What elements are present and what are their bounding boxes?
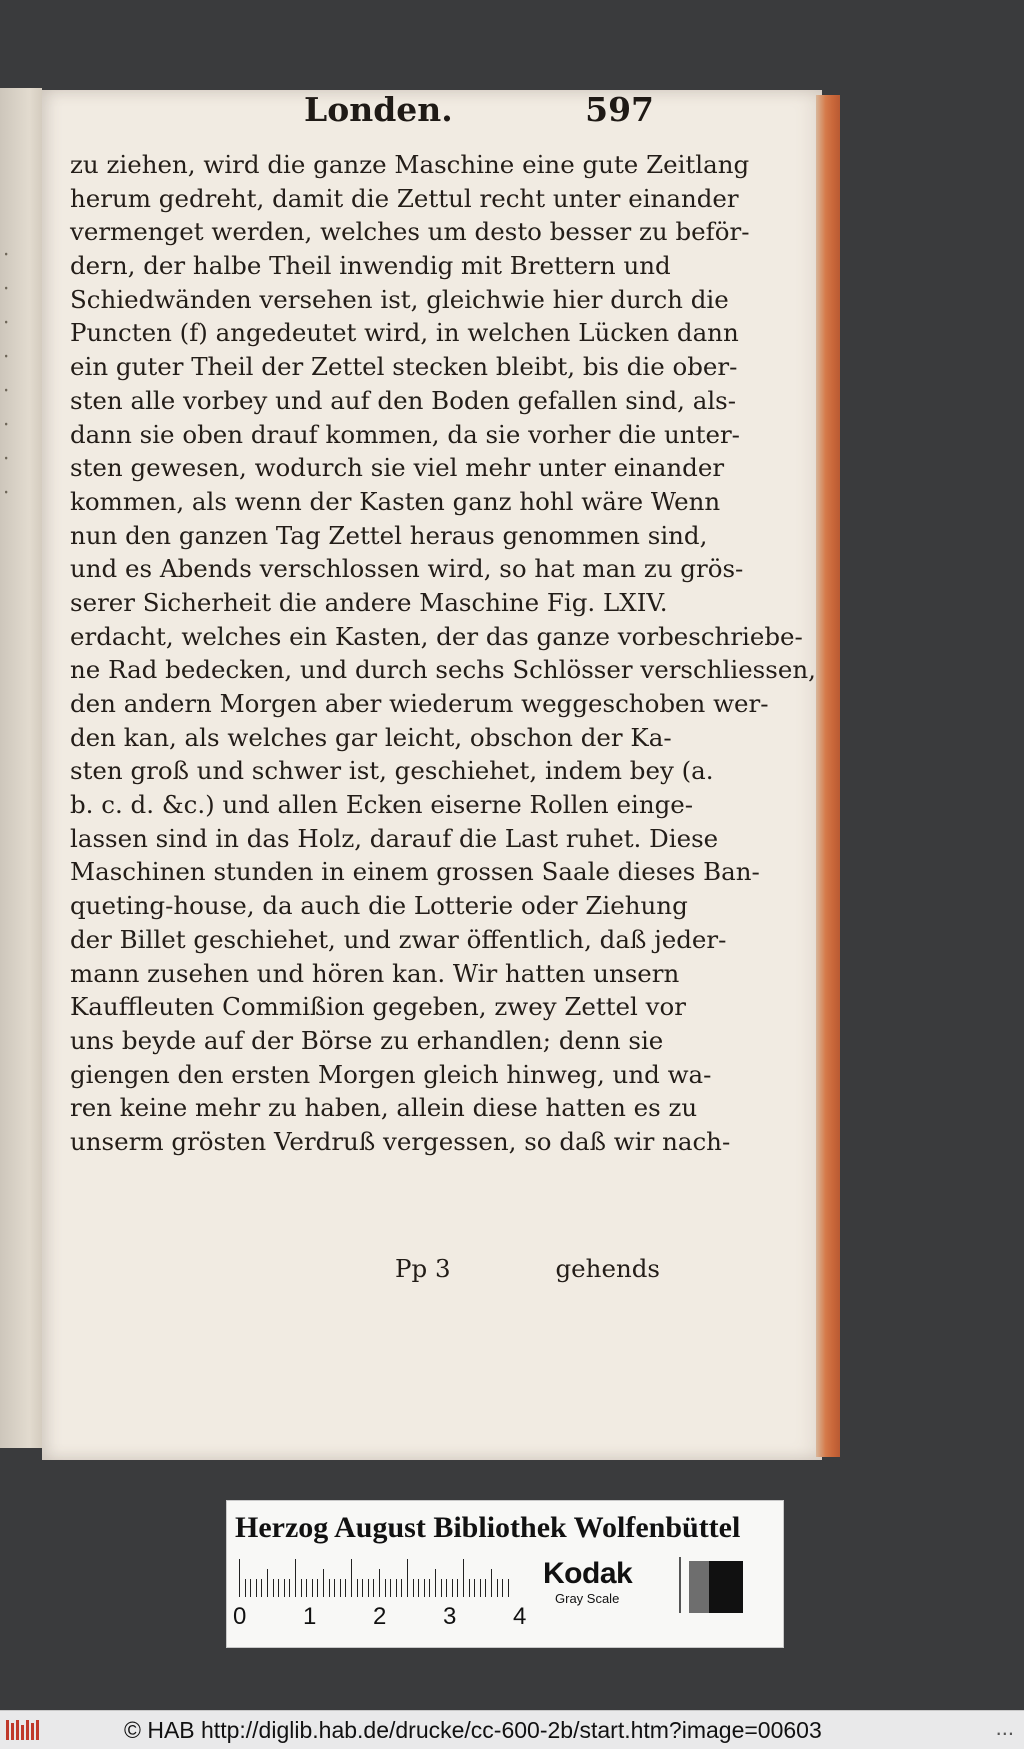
page-header <box>264 90 654 140</box>
ruler-tick <box>441 1579 442 1597</box>
hab-logo-icon <box>4 1717 44 1743</box>
ruler-tick <box>323 1569 324 1597</box>
signature-mark: Pp 3 <box>395 1254 451 1283</box>
text-line: der Billet geschiehet, und zwar öffentlich, daß jeder- <box>70 924 727 954</box>
text-line: Kauffleuten Commißion gegeben, zwey Zettel vor <box>70 992 686 1022</box>
ruler-tick <box>362 1579 363 1597</box>
running-title: Londen. <box>304 90 453 129</box>
ruler-number: 3 <box>443 1603 457 1630</box>
ruler-tick <box>396 1579 397 1597</box>
ruler-tick <box>429 1579 430 1597</box>
ruler-tick <box>463 1559 464 1597</box>
kodak-brand: Kodak <box>543 1557 633 1590</box>
color-target-card <box>226 1500 784 1648</box>
text-line: sten groß und schwer ist, geschiehet, indem bey (a. <box>70 756 714 786</box>
ruler-tick <box>469 1579 470 1597</box>
ruler-tick <box>334 1579 335 1597</box>
ruler-tick <box>256 1579 257 1597</box>
ruler-tick <box>435 1569 436 1597</box>
page-number: 597 <box>585 90 654 129</box>
ruler-tick <box>418 1579 419 1597</box>
ruler-tick <box>245 1579 246 1597</box>
ruler-tick <box>239 1559 240 1597</box>
text-line: sten alle vorbey und auf den Boden gefallen sind, als- <box>70 385 737 415</box>
ruler-tick <box>413 1579 414 1597</box>
ruler-tick <box>373 1579 374 1597</box>
ruler-tick <box>502 1579 503 1597</box>
ruler-tick <box>497 1579 498 1597</box>
text-line: dern, der halbe Theil inwendig mit Brettern und <box>70 251 671 281</box>
ruler-tick <box>351 1559 352 1597</box>
ruler-tick <box>446 1579 447 1597</box>
ruler-tick <box>368 1579 369 1597</box>
ruler-tick <box>306 1579 307 1597</box>
ruler-tick <box>284 1579 285 1597</box>
ruler-tick <box>390 1579 391 1597</box>
text-line: und es Abends verschlossen wird, so hat man zu grös- <box>70 554 744 584</box>
text-line: Schiedwänden versehen ist, gleichwie hier durch die <box>70 284 729 314</box>
text-line: erdacht, welches ein Kasten, der das ganze vorbeschriebe- <box>70 621 803 651</box>
text-line: lassen sind in das Holz, darauf die Last ruhet. Diese <box>70 823 719 853</box>
ruler-tick <box>379 1569 380 1597</box>
measurement-ruler <box>239 1559 519 1597</box>
ruler-tick <box>273 1579 274 1597</box>
text-line: sten gewesen, wodurch sie viel mehr unter einander <box>70 453 725 483</box>
page-body-text <box>70 148 816 1159</box>
black-swatch <box>709 1561 743 1613</box>
ruler-tick <box>485 1579 486 1597</box>
text-line: ren keine mehr zu haben, allein diese hatten es zu <box>70 1093 698 1123</box>
ruler-tick <box>345 1579 346 1597</box>
gray-scale-label: Gray Scale <box>555 1591 620 1606</box>
ruler-number: 0 <box>233 1603 247 1630</box>
adjacent-page-edge <box>0 88 42 1448</box>
text-line: giengen den ersten Morgen gleich hinweg, und wa- <box>70 1059 712 1089</box>
catchword: gehends <box>555 1254 660 1283</box>
text-line: dann sie oben drauf kommen, da sie vorher die unter- <box>70 419 740 449</box>
ruler-tick <box>491 1569 492 1597</box>
ruler-number: 4 <box>513 1603 527 1630</box>
text-line: serer Sicherheit die andere Maschine Fig. LXIV. <box>70 587 668 617</box>
text-line: herum gedreht, damit die Zettul recht unter einander <box>70 183 739 213</box>
ruler-tick <box>289 1579 290 1597</box>
ruler-tick <box>267 1569 268 1597</box>
ruler-tick <box>457 1579 458 1597</box>
text-line: vermenget werden, welches um desto besser zu beför- <box>70 217 750 247</box>
grey-swatch <box>689 1561 709 1613</box>
ruler-tick <box>424 1579 425 1597</box>
ruler-tick <box>261 1579 262 1597</box>
ruler-tick <box>401 1579 402 1597</box>
text-line: unserm grösten Verdruß vergessen, so daß wir nach- <box>70 1126 731 1156</box>
text-line: mann zusehen und hören kan. Wir hatten unsern <box>70 958 680 988</box>
text-line: Maschinen stunden in einem grossen Saale dieses Ban- <box>70 857 760 887</box>
text-line: queting-house, da auch die Lotterie oder Ziehung <box>70 891 688 921</box>
ruler-tick <box>312 1579 313 1597</box>
ruler-number: 1 <box>303 1603 317 1630</box>
ruler-numbers <box>233 1603 533 1633</box>
text-line: ein guter Theil der Zettel stecken bleibt, bis die ober- <box>70 352 738 382</box>
text-line: ne Rad bedecken, und durch sechs Schlösser verschliessen, <box>70 655 816 685</box>
scale-divider <box>679 1557 681 1613</box>
text-line: den kan, als welches gar leicht, obschon der Ka- <box>70 722 672 752</box>
more-icon[interactable]: ... <box>995 1715 1014 1740</box>
ruler-tick <box>250 1579 251 1597</box>
ruler-tick <box>317 1579 318 1597</box>
library-name: Herzog August Bibliothek Wolfenbüttel <box>235 1511 741 1544</box>
page-footer <box>70 1254 660 1290</box>
text-line: b. c. d. &c.) und allen Ecken eiserne Rollen einge- <box>70 790 694 820</box>
ruler-tick <box>301 1579 302 1597</box>
ruler-tick <box>329 1579 330 1597</box>
ruler-tick <box>480 1579 481 1597</box>
text-line: zu ziehen, wird die ganze Maschine eine gute Zeitlang <box>70 150 750 179</box>
source-credit: © HAB http://diglib.hab.de/drucke/cc-600-2b/start.htm?image=00603 <box>124 1717 822 1743</box>
ruler-tick <box>340 1579 341 1597</box>
ruler-tick <box>385 1579 386 1597</box>
ruler-tick <box>474 1579 475 1597</box>
adjacent-page-marks: ꞏ ꞏ ꞏ ꞏ ꞏ ꞏ ꞏ ꞏ <box>4 247 9 501</box>
ruler-tick <box>295 1559 296 1597</box>
ruler-tick <box>452 1579 453 1597</box>
text-line: uns beyde auf der Börse zu erhandlen; denn sie <box>70 1025 664 1055</box>
kodak-label <box>543 1557 632 1606</box>
text-line: nun den ganzen Tag Zettel heraus genommen sind, <box>70 520 708 550</box>
ruler-tick <box>278 1579 279 1597</box>
ruler-number: 2 <box>373 1603 387 1630</box>
status-bar <box>0 1710 1024 1749</box>
text-line: kommen, als wenn der Kasten ganz hohl wäre Wenn <box>70 486 721 516</box>
ruler-tick <box>407 1559 408 1597</box>
ruler-tick <box>357 1579 358 1597</box>
text-line: den andern Morgen aber wiederum weggeschoben wer- <box>70 689 769 718</box>
ruler-tick <box>508 1579 509 1597</box>
red-page-edge <box>816 95 840 1457</box>
text-line: Puncten (f) angedeutet wird, in welchen Lücken dann <box>70 318 739 348</box>
